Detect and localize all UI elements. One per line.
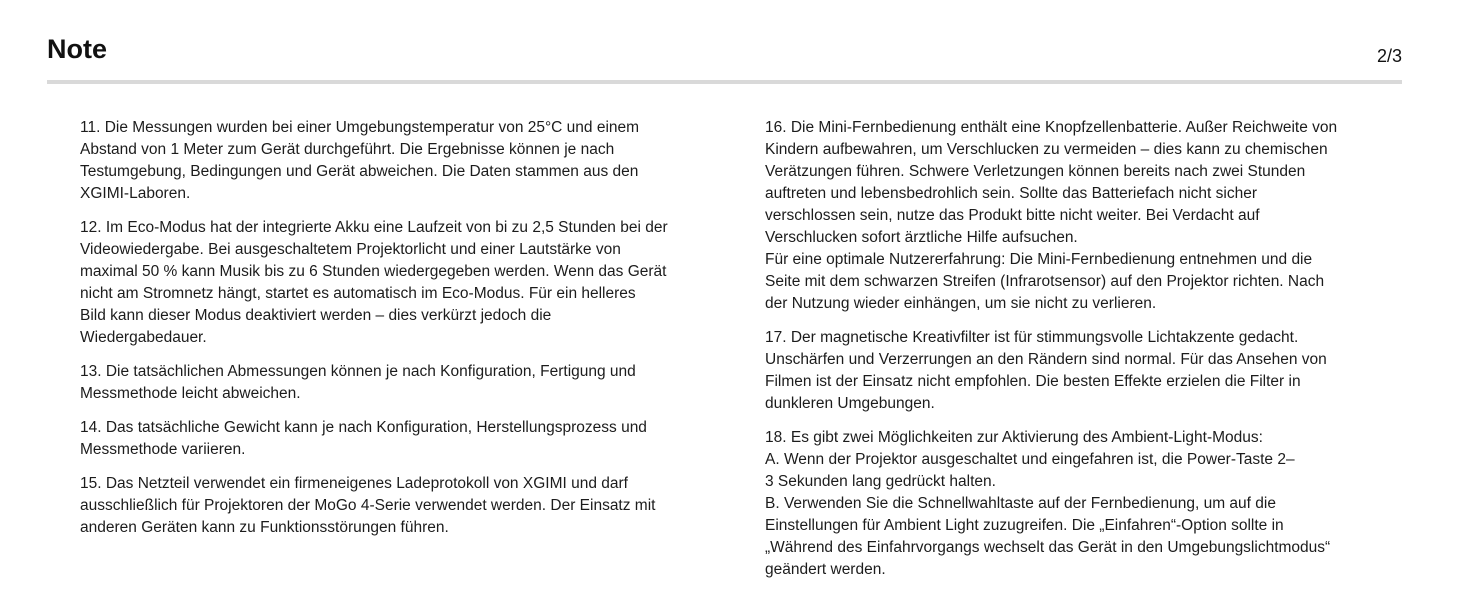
note-line: 18. Es gibt zwei Möglichkeiten zur Aktivierung des Ambient-Light-Modus: xyxy=(765,429,1263,446)
note-line: ausschließlich für Projektoren der MoGo 4-Serie verwendet werden. Der Einsatz mit xyxy=(80,497,656,514)
note-line: 15. Das Netzteil verwendet ein firmeneigenes Ladeprotokoll von XGIMI und darf xyxy=(80,475,628,492)
note-line: Messmethode variieren. xyxy=(80,441,246,458)
page-number: 2/3 xyxy=(1376,46,1402,66)
note-15 xyxy=(80,473,710,539)
note-line: 17. Der magnetische Kreativfilter ist für stimmungsvolle Lichtakzente gedacht. xyxy=(765,329,1299,346)
note-11 xyxy=(80,117,710,205)
note-line: Verschlucken sofort ärztliche Hilfe aufsuchen. xyxy=(765,229,1078,246)
page-title: Note xyxy=(47,34,107,64)
note-12 xyxy=(80,217,710,349)
note-line: Bild kann dieser Modus deaktiviert werden – dies verkürzt jedoch die xyxy=(80,307,552,324)
note-16 xyxy=(765,117,1405,315)
note-line: 12. Im Eco-Modus hat der integrierte Akku eine Laufzeit von bi zu 2,5 Stunden bei der xyxy=(80,219,668,236)
notes-right-column xyxy=(765,117,1405,593)
note-line: Testumgebung, Bedingungen und Gerät abweichen. Die Daten stammen aus den xyxy=(80,163,639,180)
note-line: 3 Sekunden lang gedrückt halten. xyxy=(765,473,996,490)
note-line: Einstellungen für Ambient Light zuzugreifen. Die „Einfahren“-Option sollte in xyxy=(765,517,1284,534)
note-17 xyxy=(765,327,1405,415)
note-line: Filmen ist der Einsatz nicht empfohlen. Die besten Effekte erzielen die Filter in xyxy=(765,373,1301,390)
note-line: Messmethode leicht abweichen. xyxy=(80,385,301,402)
page-header xyxy=(47,0,1402,84)
note-line: auftreten und lebensbedrohlich sein. Sollte das Batteriefach nicht sicher xyxy=(765,185,1257,202)
note-line: der Nutzung wieder einhängen, um sie nicht zu verlieren. xyxy=(765,295,1157,312)
note-line: Wiedergabedauer. xyxy=(80,329,207,346)
note-line: Abstand von 1 Meter zum Gerät durchgeführt. Die Ergebnisse können je nach xyxy=(80,141,615,158)
note-line: Seite mit dem schwarzen Streifen (Infrarotsensor) auf den Projektor richten. Nach xyxy=(765,273,1325,290)
note-line: A. Wenn der Projektor ausgeschaltet und eingefahren ist, die Power-Taste 2– xyxy=(765,451,1295,468)
note-18 xyxy=(765,427,1405,581)
note-line: B. Verwenden Sie die Schnellwahltaste auf der Fernbedienung, um auf die xyxy=(765,495,1276,512)
note-line: maximal 50 % kann Musik bis zu 6 Stunden wiedergegeben werden. Wenn das Gerät xyxy=(80,263,667,280)
note-line: geändert werden. xyxy=(765,561,886,578)
note-line: „Während des Einfahrvorgangs wechselt das Gerät in den Umgebungslichtmodus“ xyxy=(765,539,1331,556)
note-14 xyxy=(80,417,710,461)
note-line: dunkleren Umgebungen. xyxy=(765,395,935,412)
note-line: 13. Die tatsächlichen Abmessungen können je nach Konfiguration, Fertigung und xyxy=(80,363,636,380)
note-line: Videowiedergabe. Bei ausgeschaltetem Projektorlicht und einer Lautstärke von xyxy=(80,241,621,258)
note-line: Für eine optimale Nutzererfahrung: Die Mini-Fernbedienung entnehmen und die xyxy=(765,251,1313,268)
note-line: XGIMI-Laboren. xyxy=(80,185,191,202)
note-line: 16. Die Mini-Fernbedienung enthält eine Knopfzellenbatterie. Außer Reichweite von xyxy=(765,119,1338,136)
notes-left-column xyxy=(80,117,710,551)
note-line: nicht am Stromnetz hängt, startet es automatisch im Eco-Modus. Für ein helleres xyxy=(80,285,636,302)
note-line: Unschärfen und Verzerrungen an den Rändern sind normal. Für das Ansehen von xyxy=(765,351,1327,368)
note-13 xyxy=(80,361,710,405)
note-line: 14. Das tatsächliche Gewicht kann je nach Konfiguration, Herstellungsprozess und xyxy=(80,419,647,436)
note-line: anderen Geräten kann zu Funktionsstörungen führen. xyxy=(80,519,449,536)
note-line: Verätzungen führen. Schwere Verletzungen können bereits nach zwei Stunden xyxy=(765,163,1306,180)
note-line: verschlossen sein, nutze das Produkt bitte nicht weiter. Bei Verdacht auf xyxy=(765,207,1260,224)
note-line: Kindern aufbewahren, um Verschlucken zu vermeiden – dies kann zu chemischen xyxy=(765,141,1328,158)
note-line: 11. Die Messungen wurden bei einer Umgebungstemperatur von 25°C und einem xyxy=(80,119,640,136)
